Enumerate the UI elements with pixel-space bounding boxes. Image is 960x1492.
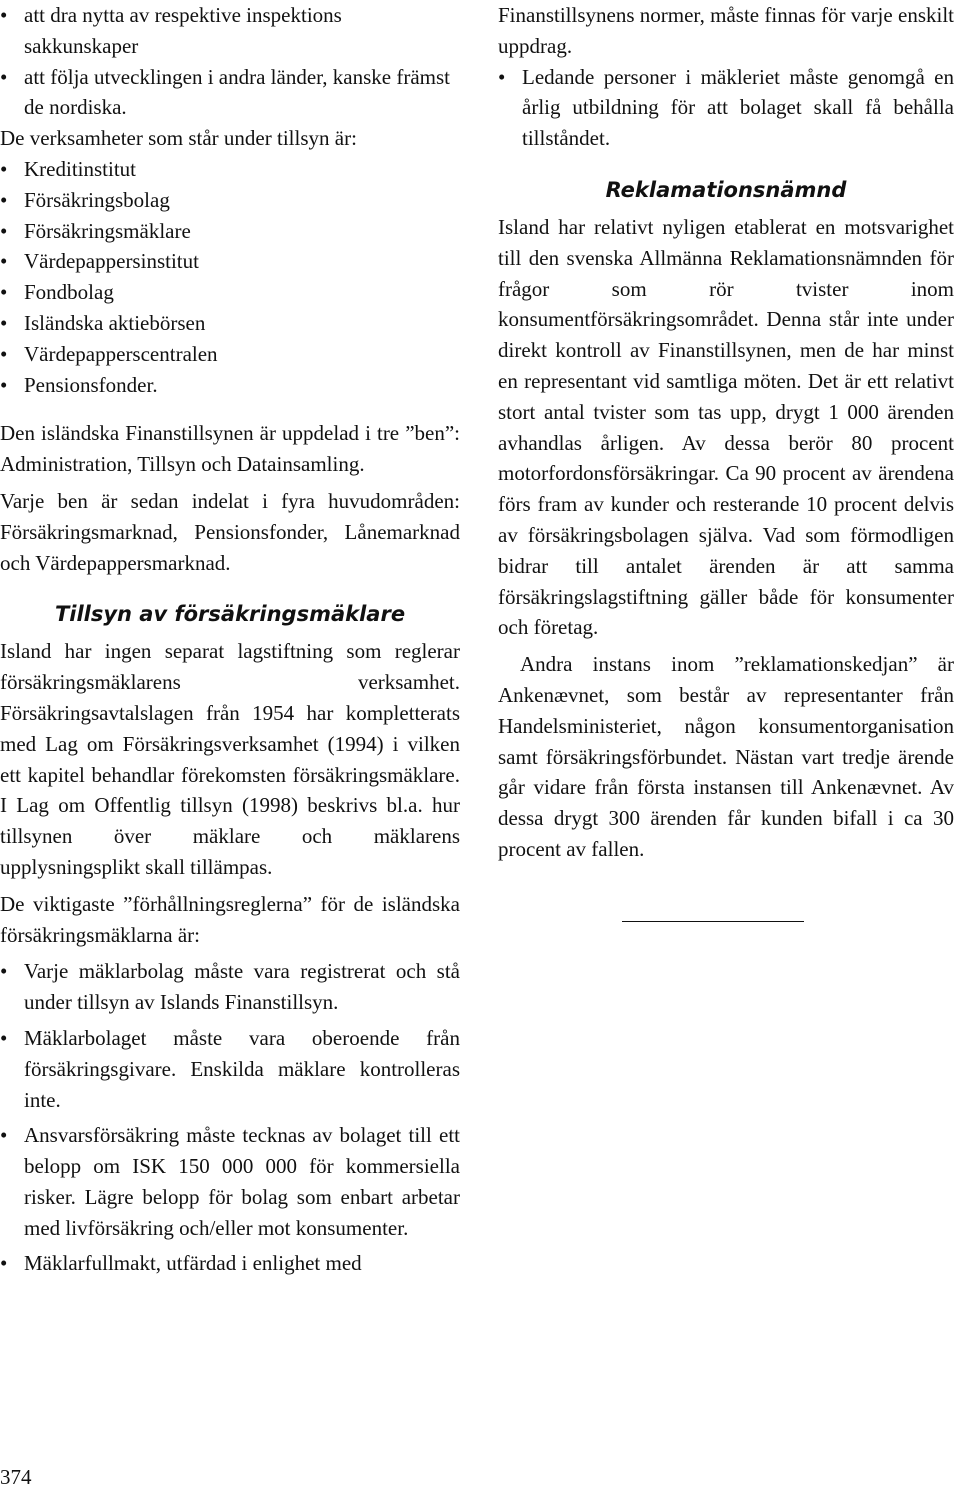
list-item: • Kreditinstitut: [0, 154, 460, 185]
supervised-intro: De verksamheter som står under tillsyn är:: [0, 126, 357, 151]
list-item: • Försäkringsbolag: [0, 185, 460, 216]
right-bullet-list: [498, 62, 954, 154]
list-item: • Mäklarbolaget måste vara oberoende från försäkringsgivare. Enskilda mäklare kontrolleras inte.: [0, 1023, 460, 1115]
list-item: • Värdepapperscentralen: [0, 339, 460, 370]
list-item: • Mäklarfullmakt, utfärdad i enlighet med: [0, 1248, 460, 1279]
right-column: [498, 0, 954, 922]
heading-complaints-board: Reklamationsnämnd: [605, 177, 847, 202]
intro-bullet-list: [0, 0, 460, 123]
list-item: • Värdepappersinstitut: [0, 246, 460, 277]
heading-broker-supervision: Tillsyn av försäkringsmäklare: [54, 602, 406, 627]
page-number: 374: [0, 1465, 32, 1489]
list-item: • Ledande personer i mäkleriet måste genomgå en årlig utbildning för att bolaget skall få behålla tillståndet.: [498, 62, 954, 154]
list-item: • att följa utvecklingen i andra länder, kanske främst de nordiska.: [0, 62, 460, 124]
rules-list: [0, 956, 460, 1279]
paragraph-structure: Den isländska Finanstillsynen är uppdelad i tre ”ben”: Administration, Tillsyn och Datainsamling.: [0, 421, 460, 477]
list-item: • Pensionsfonder.: [0, 370, 460, 401]
list-item: • Fondbolag: [0, 277, 460, 308]
supervised-entities-list: [0, 154, 460, 400]
paragraph-appeal-board: Andra instans inom ”reklamationskedjan” är Ankenævnet, som består av representanter från Handelsministeriet, någon konsumentorganisation samt försäkringsförbundet. Nästan vart tredje ärende går vidare från första instansen till Ankenævnet. Av dessa drygt 300 ärenden får kunden bifall i ca 30 procent av fallen.: [498, 652, 954, 861]
list-item: • Isländska aktiebörsen: [0, 308, 460, 339]
continued-text: Finanstillsynens normer, måste finnas för varje enskilt uppdrag.: [498, 3, 954, 58]
list-item: • Försäkringsmäklare: [0, 216, 460, 247]
paragraph-areas: Varje ben är sedan indelat i fyra huvudområden: Försäkringsmarknad, Pensionsfonder, Lånemarknad och Värdepappersmarknad.: [0, 488, 460, 575]
paragraph-rules-intro: De viktigaste ”förhållningsreglerna” för de isländska försäkringsmäklarna är:: [0, 891, 460, 947]
left-column: [0, 0, 460, 1279]
list-item: • Ansvarsförsäkring måste tecknas av bolaget till ett belopp om ISK 150 000 000 för kommersiella risker. Lägre belopp för bolag som enbart arbetar med livförsäkring och/eller mot konsumenter.: [0, 1120, 460, 1243]
end-rule: [622, 921, 804, 922]
list-item: • Varje mäklarbolag måste vara registrerat och stå under tillsyn av Islands Finanstillsyn.: [0, 956, 460, 1018]
paragraph-complaints-board: Island har relativt nyligen etablerat en motsvarighet till den svenska Allmänna Reklamationsnämnden för frågor som rör tvister inom konsumentförsäkringsområdet. Denna står inte under direkt kontroll av Finanstillsynen, men de har minst en representant vid samtliga möten. Det är ett relativt stort antal tvister som tas upp, drygt 1 000 ärenden avhandlas årligen. Av dessa berör 80 procent motorfordonsförsäkringar. Ca 90 procent av ärendena förs fram av kunder och resterande 10 procent delvis av försäkringsbolagen själva. Vad som förmodligen bidrar till antalet ärenden är att samma försäkringslagstiftning gäller både för konsumenter och företag.: [498, 214, 954, 640]
list-item: • att dra nytta av respektive inspektions sakkunskaper: [0, 0, 460, 62]
paragraph-legislation: Island har ingen separat lagstiftning som reglerar försäkringsmäklarens verksamhet. Försäkringsavtalslagen från 1954 har kompletterats med Lag om Försäkringsverksamhet (1994) i vilken ett kapitel behandlar förekomsten försäkringsmäklare. I Lag om Offentlig tillsyn (1998) beskrivs bl.a. hur tillsynen över mäklare och mäklarens upplysningsplikt skall tillämpas.: [0, 639, 460, 879]
